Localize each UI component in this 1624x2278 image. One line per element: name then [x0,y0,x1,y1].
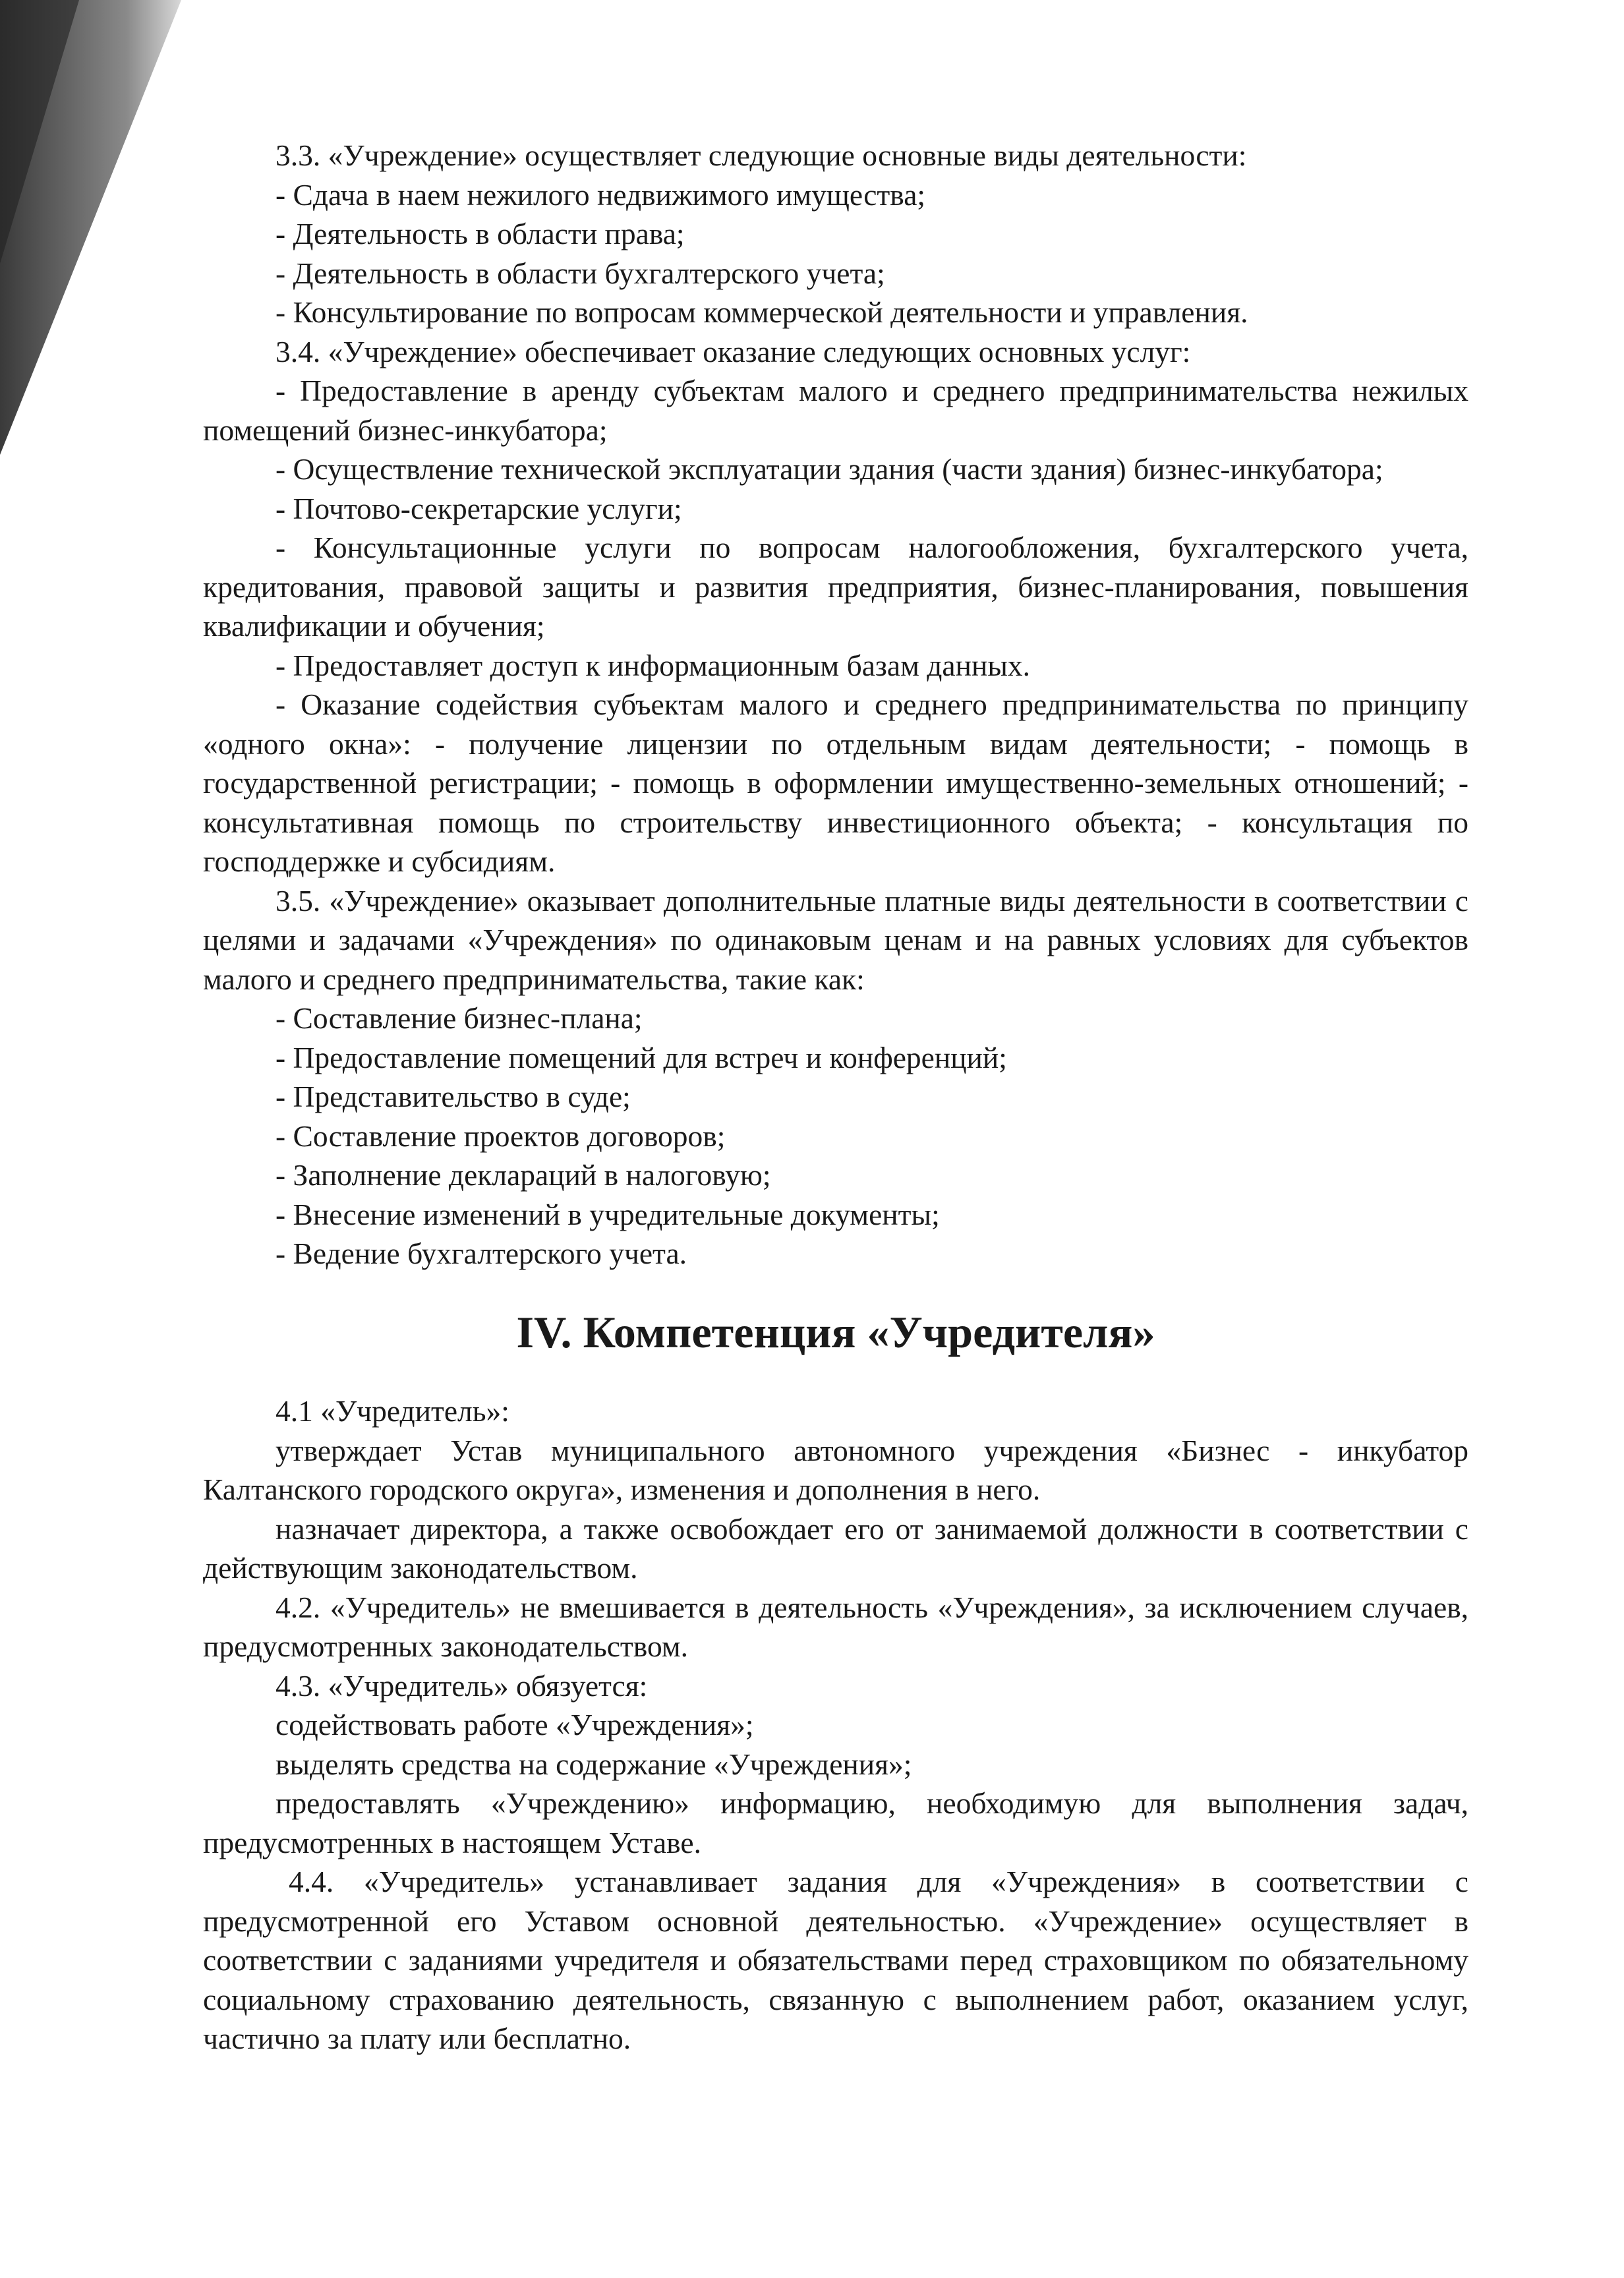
list-item: - Заполнение деклараций в налоговую; [276,1158,771,1192]
paragraph-4-1-intro: 4.1 «Учредитель»: [276,1394,509,1428]
paragraph-4-2: 4.2. «Учредитель» не вмешивается в деятельность «Учреждения», за исключением случаев, предусмотренных законодательством. [203,1590,1468,1663]
list-item: - Предоставление помещений для встреч и конференций; [276,1040,1007,1074]
list-item: - Составление бизнес-плана; [276,1001,643,1035]
list-item: содействовать работе «Учреждения»; [276,1708,754,1741]
list-item: - Осуществление технической эксплуатации здания (части здания) бизнес-инкубатора; [276,452,1383,486]
list-item: - Ведение бухгалтерского учета. [276,1237,687,1270]
list-item: - Представительство в суде; [276,1080,631,1113]
list-item: - Предоставление в аренду субъектам малого и среднего предпринимательства нежилых помещений бизнес-инкубатора; [203,374,1468,447]
list-item: - Почтово-секретарские услуги; [276,491,682,525]
list-item: - Сдача в наем нежилого недвижимого имущества; [276,177,926,212]
list-item: - Консультирование по вопросам коммерческой деятельности и управления. [276,295,1248,329]
list-item: назначает директора, а также освобождает его от занимаемой должности в соответствии с действующим законодательством. [203,1511,1468,1585]
list-item: выделять средства на содержание «Учреждения»; [276,1747,912,1781]
paragraph-4-4: 4.4. «Учредитель» устанавливает задания для «Учреждения» в соответствии с предусмотренной его Уставом основной деятельностью. «Учреждение» осуществляет в соответствии с заданиями учредителя и обязательствами перед страховщиком по обязательному социальному страхованию деятельность, связанную с выполнением работ, оказанием услуг, частично за плату или бесплатно. [203,1865,1468,2055]
paragraph-3-4-intro: 3.4. «Учреждение» обеспечивает оказание следующих основных услуг: [276,334,1191,368]
list-item: - Внесение изменений в учредительные документы; [276,1197,940,1231]
scan-shadow-edge [0,0,198,461]
paragraph-3-3-intro: 3.3. «Учреждение» осуществляет следующие основные виды деятельности: [276,138,1247,172]
list-item: - Составление проектов договоров; [276,1119,726,1153]
list-item: - Оказание содействия субъектам малого и среднего предпринимательства по принципу «одного окна»: - получение лицензии по отдельным видам деятельности; - помощь в государственной регистрации; - помощь в оформлении имущественно-земельных отношений; - консультативная помощь по строительству инвестиционного объекта; - консультация по господдержке и субсидиям. [203,687,1468,878]
list-item: - Консультационные услуги по вопросам налогообложения, бухгалтерского учета, кредитования, правовой защиты и развития предприятия, бизнес-планирования, повышения квалификации и обучения; [203,531,1468,643]
list-item: предоставлять «Учреждению» информацию, необходимую для выполнения задач, предусмотренных в настоящем Уставе. [203,1786,1468,1859]
list-item: - Деятельность в области права; [276,217,685,250]
list-item: - Деятельность в области бухгалтерского учета; [276,256,885,290]
paragraph-4-3-intro: 4.3. «Учредитель» обязуется: [276,1668,648,1703]
document-body [203,136,1468,2059]
list-item: утверждает Устав муниципального автономного учреждения «Бизнес - инкубатор Калтанского городского округа», изменения и дополнения в него. [203,1433,1468,1506]
list-item: - Предоставляет доступ к информационным базам данных. [276,648,1031,682]
section-heading: IV. Компетенция «Учредителя» [516,1306,1155,1357]
paragraph-3-5-intro: 3.5. «Учреждение» оказывает дополнительные платные виды деятельности в соответствии с целями и задачами «Учреждения» по одинаковым ценам и на равных условиях для субъектов малого и среднего предпринимательства, такие как: [203,883,1468,996]
